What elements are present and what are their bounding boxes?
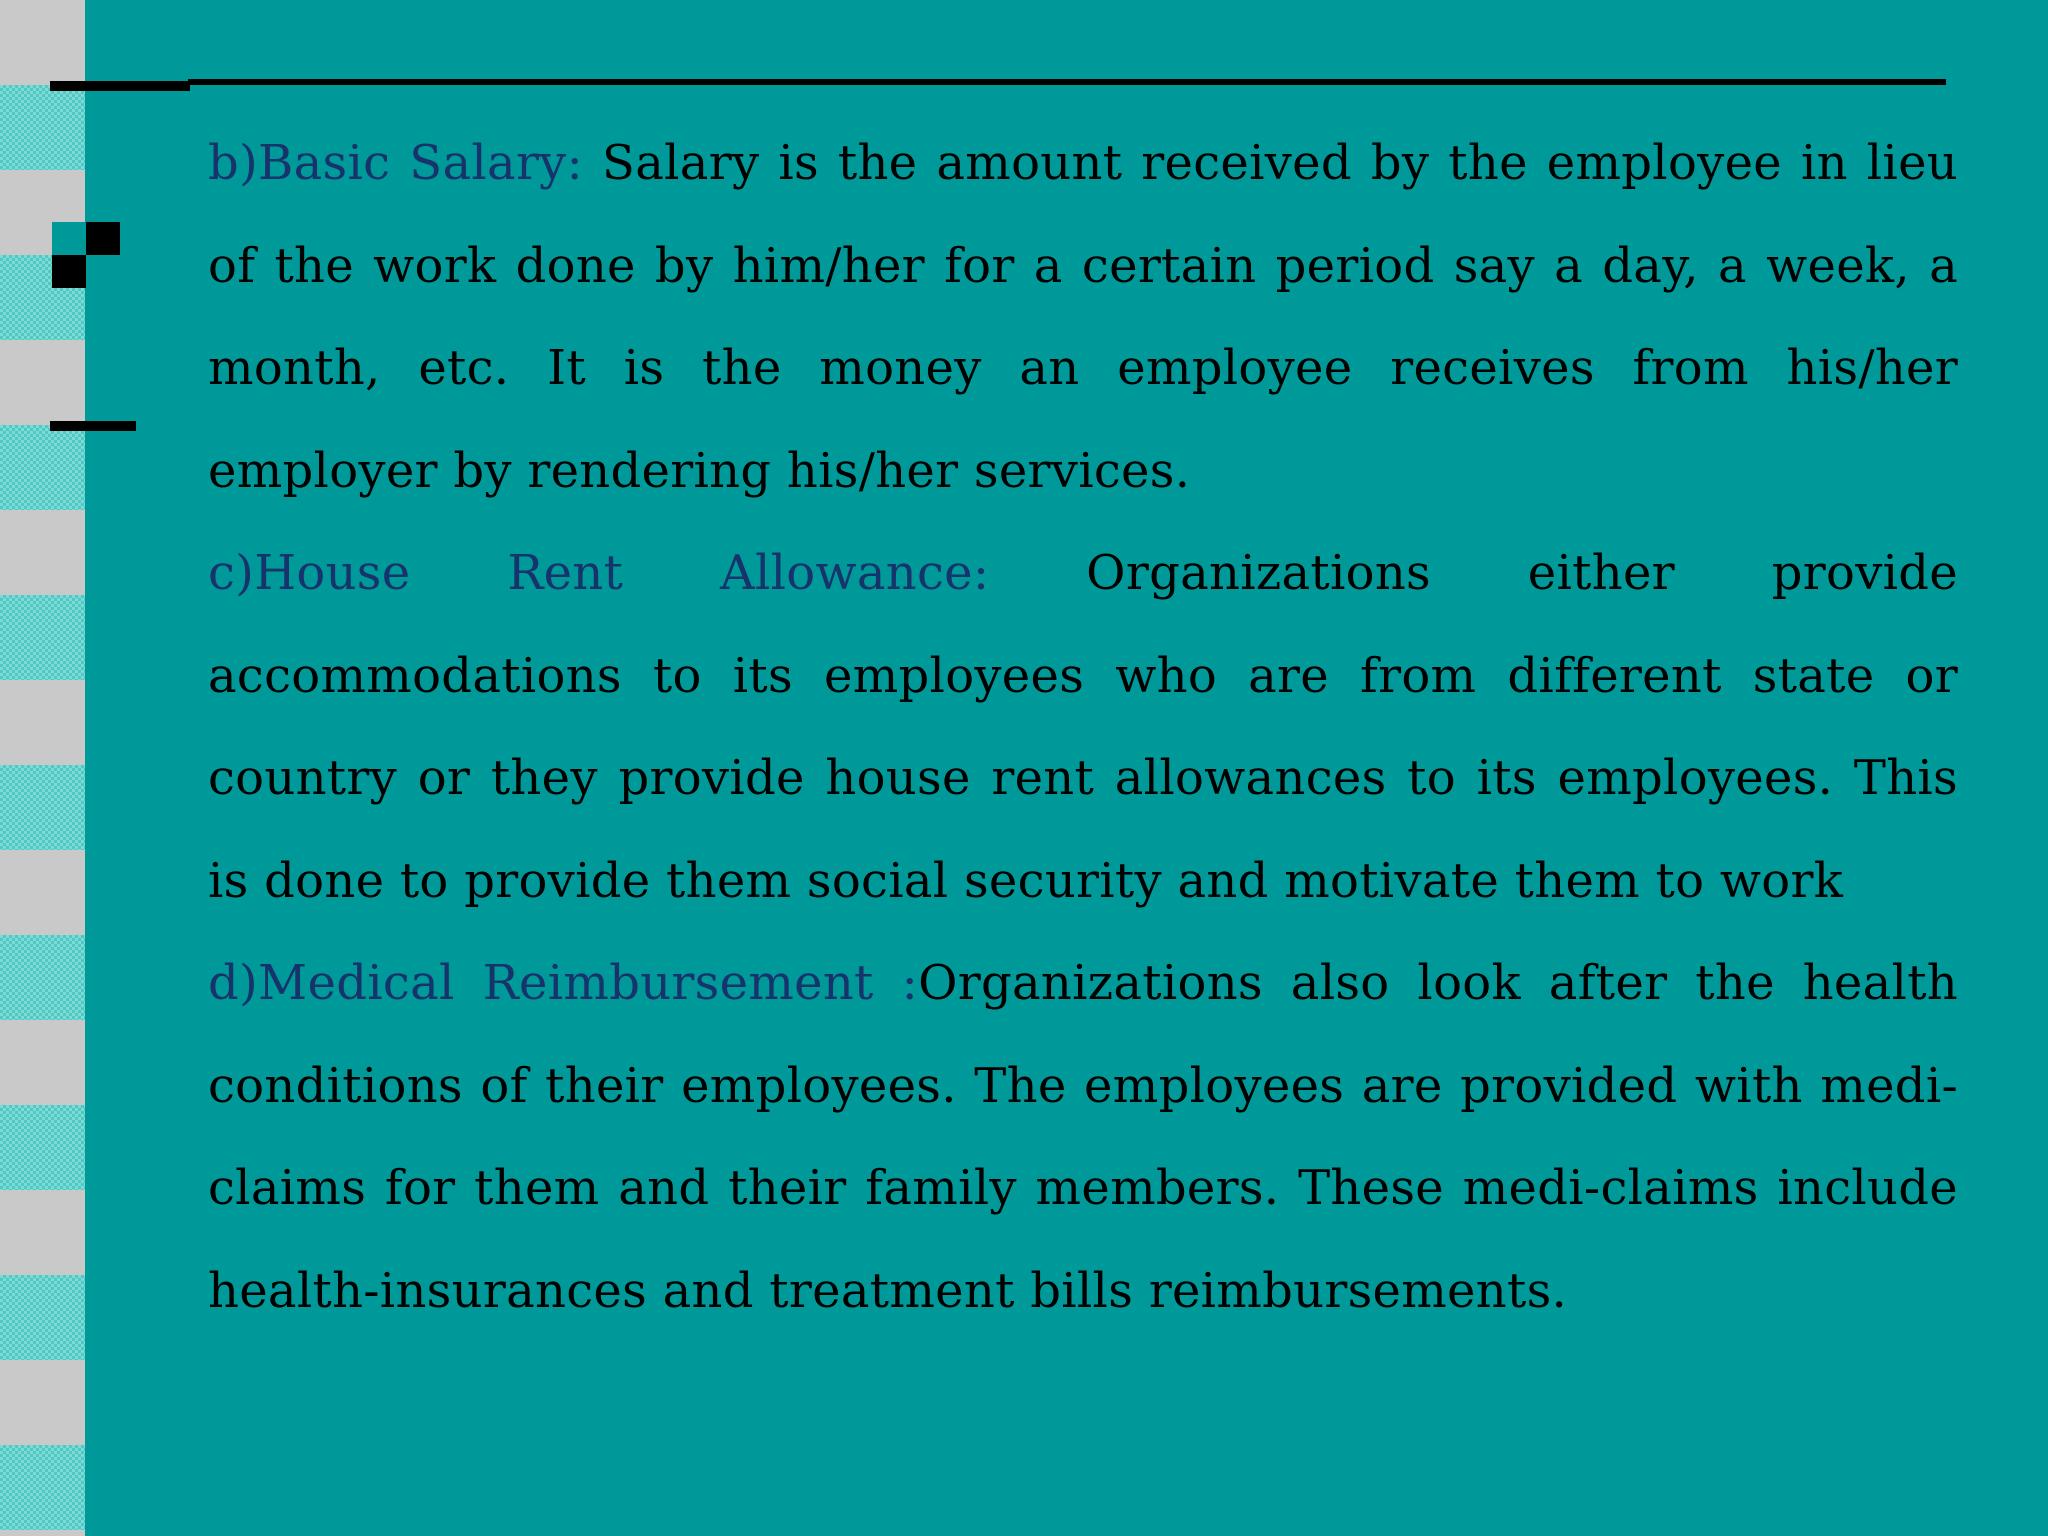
strip-check-tile <box>0 1445 85 1530</box>
paragraph-basic-salary <box>208 112 1958 522</box>
side-dash <box>50 421 136 431</box>
strip-check-tile <box>0 1105 85 1190</box>
text-medical-reimbursement: Organizations also look after the health conditions of their employees. The employees are provided with medi-claims for them and their family members. These medi-claims include health-insurances and treatment bills reimbursements. <box>208 955 1959 1319</box>
term-house-rent-allowance: c)House Rent Allowance: <box>208 545 990 601</box>
top-rule-left-segment <box>50 81 190 91</box>
paragraph-medical-reimbursement <box>208 932 1958 1342</box>
text-basic-salary: Salary is the amount received by the employee in lieu of the work done by him/her for a certain period say a day, a week, a month, etc. It is the money an employee receives from his/her employer by rendering his/her services. <box>208 135 1958 499</box>
slide-body <box>208 112 1958 1342</box>
strip-check-tile <box>0 765 85 850</box>
term-medical-reimbursement: d)Medical Reimbursement : <box>208 955 919 1011</box>
text-house-rent-allowance: Organizations either provide accommodations to its employees who are from different state or country or they provide house rent allowances to its employees. This is done to provide them social security and motivate them to work <box>208 545 1958 909</box>
top-rule <box>188 79 1946 85</box>
strip-check-tile <box>0 425 85 510</box>
strip-check-tile <box>0 85 85 170</box>
strip-check-tile <box>0 595 85 680</box>
strip-check-tile <box>0 1275 85 1360</box>
paragraph-house-rent-allowance <box>208 522 1958 932</box>
strip-check-tile <box>0 935 85 1020</box>
term-basic-salary: b)Basic Salary: <box>208 135 584 191</box>
